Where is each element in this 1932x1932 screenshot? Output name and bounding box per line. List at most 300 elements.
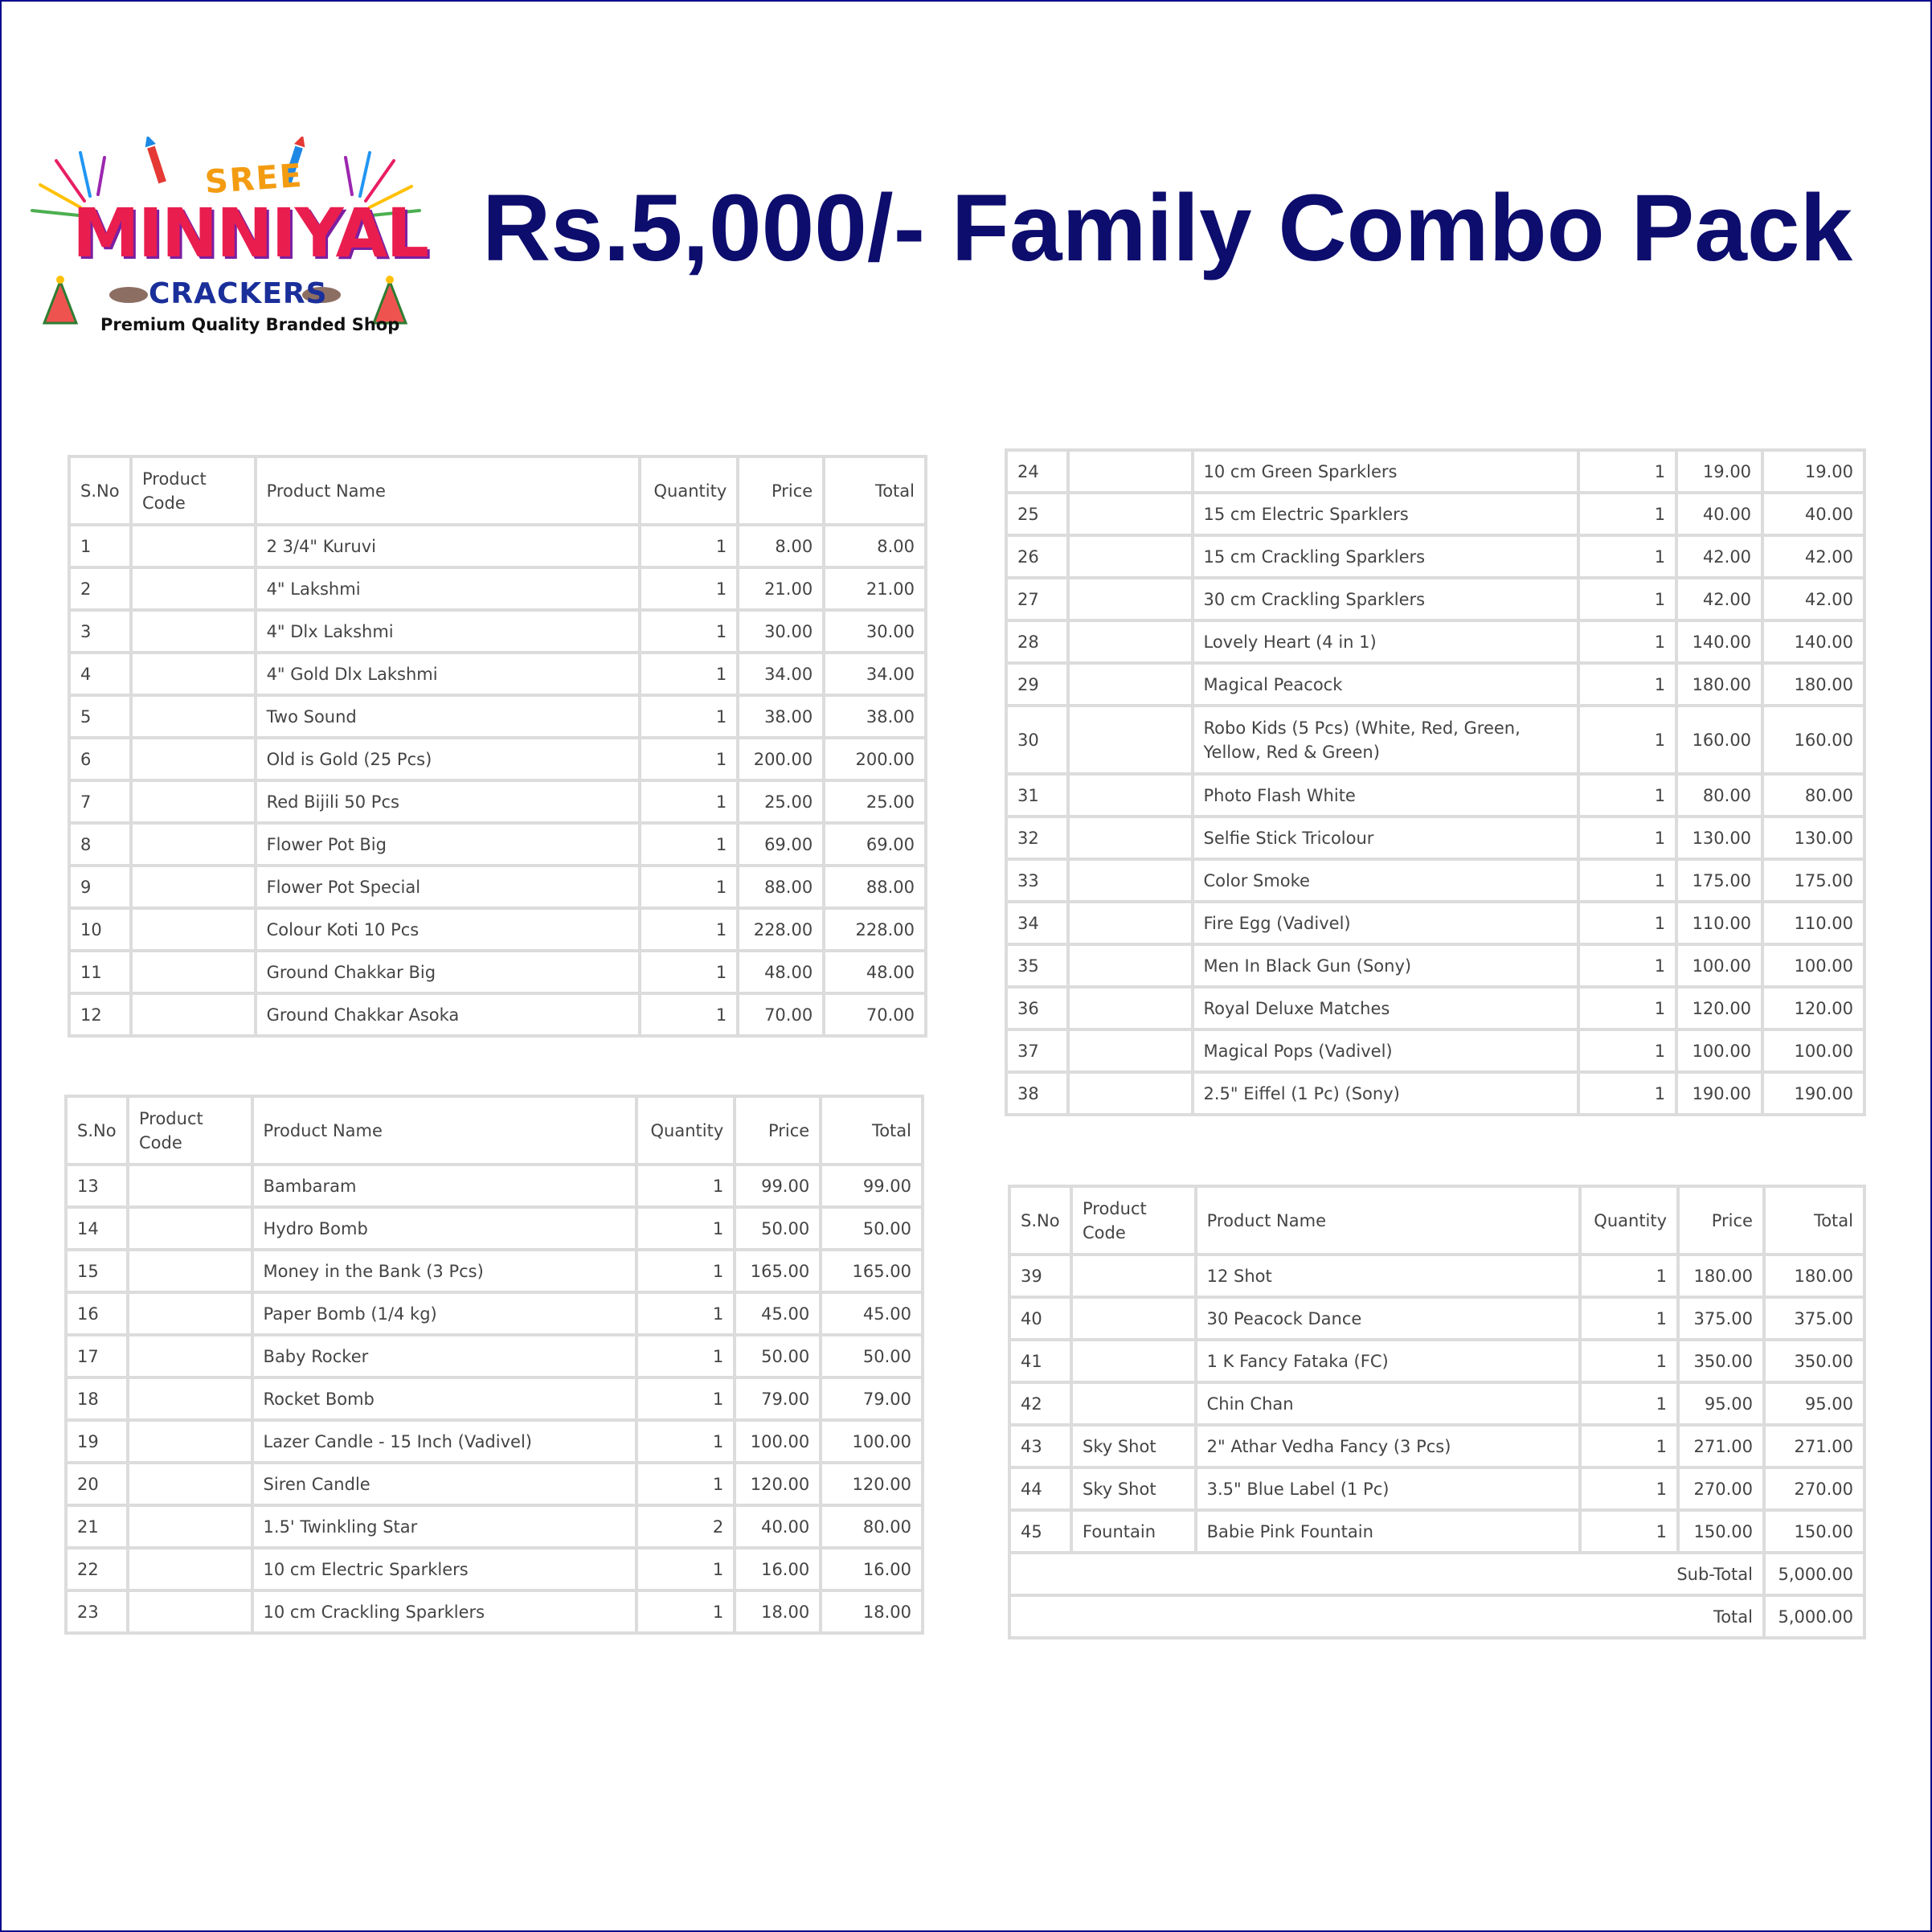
cell-sno: 27 xyxy=(1006,578,1068,620)
cell-product-code xyxy=(128,1463,252,1505)
logo-tagline: Premium Quality Branded Shop xyxy=(100,315,400,334)
cell-total: 99.00 xyxy=(821,1165,923,1207)
header-price: Price xyxy=(738,456,824,525)
cell-sno: 10 xyxy=(69,908,131,951)
table-row xyxy=(66,1377,923,1420)
cell-quantity: 1 xyxy=(1580,1382,1678,1425)
cell-price: 88.00 xyxy=(738,866,824,908)
cell-total: 38.00 xyxy=(824,695,926,738)
cell-product-name: Lovely Heart (4 in 1) xyxy=(1193,620,1579,663)
cell-price: 21.00 xyxy=(738,567,824,610)
cell-price: 34.00 xyxy=(738,653,824,695)
cell-quantity: 1 xyxy=(1578,706,1676,774)
table-row xyxy=(1009,1382,1864,1425)
table-row xyxy=(66,1463,923,1505)
cell-total: 100.00 xyxy=(1762,944,1864,987)
cell-sno: 9 xyxy=(69,866,131,908)
cell-price: 40.00 xyxy=(735,1505,821,1548)
cell-product-name: 4" Gold Dlx Lakshmi xyxy=(256,653,641,695)
cell-quantity: 1 xyxy=(1578,902,1676,944)
cell-product-name: Rocket Bomb xyxy=(252,1377,637,1420)
cell-price: 25.00 xyxy=(738,780,824,823)
table-row xyxy=(1006,620,1864,663)
table-row xyxy=(69,695,926,738)
cell-product-name: Hydro Bomb xyxy=(252,1207,637,1250)
cell-product-name: Paper Bomb (1/4 kg) xyxy=(252,1292,637,1335)
cell-quantity: 1 xyxy=(1580,1297,1678,1340)
cell-price: 16.00 xyxy=(735,1548,821,1590)
cell-sno: 15 xyxy=(66,1250,128,1292)
cell-total: 180.00 xyxy=(1762,663,1864,706)
cell-price: 19.00 xyxy=(1676,450,1762,493)
table-row xyxy=(66,1165,923,1207)
cell-quantity: 1 xyxy=(1578,493,1676,535)
cell-product-code xyxy=(1068,450,1193,493)
cell-quantity: 1 xyxy=(1578,620,1676,663)
cell-product-name: Two Sound xyxy=(256,695,641,738)
cell-product-name: Color Smoke xyxy=(1193,859,1579,902)
cell-product-name: Colour Koti 10 Pcs xyxy=(256,908,641,951)
cell-product-code xyxy=(1071,1255,1196,1297)
cell-product-code xyxy=(131,823,256,866)
table-row xyxy=(1009,1255,1864,1297)
header-total: Total xyxy=(1764,1186,1864,1255)
cell-price: 110.00 xyxy=(1676,902,1762,944)
cell-total: 18.00 xyxy=(821,1590,923,1633)
grand-total-value: 5,000.00 xyxy=(1764,1595,1864,1638)
cell-product-name: 2.5" Eiffel (1 Pc) (Sony) xyxy=(1193,1072,1579,1115)
cell-price: 30.00 xyxy=(738,610,824,653)
cell-total: 100.00 xyxy=(1762,1029,1864,1072)
cell-quantity: 1 xyxy=(1578,987,1676,1029)
cell-price: 79.00 xyxy=(735,1377,821,1420)
cell-sno: 43 xyxy=(1009,1425,1071,1467)
cell-quantity: 1 xyxy=(1578,450,1676,493)
table-row xyxy=(1006,706,1864,774)
cell-total: 190.00 xyxy=(1762,1072,1864,1115)
cell-sno: 25 xyxy=(1006,493,1068,535)
table-row xyxy=(69,866,926,908)
header-quantity: Quantity xyxy=(636,1096,735,1165)
cell-product-name: Royal Deluxe Matches xyxy=(1193,987,1579,1029)
cell-quantity: 1 xyxy=(1578,1072,1676,1115)
cell-sno: 29 xyxy=(1006,663,1068,706)
product-table-2 xyxy=(64,1095,924,1635)
subtotal-row xyxy=(1009,1553,1864,1595)
cell-quantity: 1 xyxy=(1578,859,1676,902)
cell-product-name: Lazer Candle - 15 Inch (Vadivel) xyxy=(252,1420,637,1463)
cell-product-code xyxy=(128,1335,252,1377)
grand-total-row xyxy=(1009,1595,1864,1638)
product-table-4 xyxy=(1008,1185,1866,1639)
cell-price: 140.00 xyxy=(1676,620,1762,663)
table-row xyxy=(69,738,926,780)
cell-total: 120.00 xyxy=(821,1463,923,1505)
cell-quantity: 1 xyxy=(1578,578,1676,620)
cell-price: 150.00 xyxy=(1678,1510,1764,1553)
cell-price: 18.00 xyxy=(735,1590,821,1633)
cell-sno: 4 xyxy=(69,653,131,695)
cell-price: 175.00 xyxy=(1676,859,1762,902)
cell-product-code xyxy=(1071,1297,1196,1340)
cell-total: 350.00 xyxy=(1764,1340,1864,1382)
header-sno: S.No xyxy=(66,1096,128,1165)
cell-product-name: Men In Black Gun (Sony) xyxy=(1193,944,1579,987)
cell-sno: 40 xyxy=(1009,1297,1071,1340)
cell-quantity: 1 xyxy=(640,610,738,653)
cell-quantity: 1 xyxy=(640,653,738,695)
cell-total: 130.00 xyxy=(1762,817,1864,859)
cell-price: 271.00 xyxy=(1678,1425,1764,1467)
cell-price: 160.00 xyxy=(1676,706,1762,774)
cell-sno: 8 xyxy=(69,823,131,866)
cell-product-name: Money in the Bank (3 Pcs) xyxy=(252,1250,637,1292)
cell-product-code xyxy=(1068,578,1193,620)
cell-sno: 24 xyxy=(1006,450,1068,493)
cell-sno: 31 xyxy=(1006,774,1068,817)
cell-sno: 1 xyxy=(69,525,131,567)
cell-total: 375.00 xyxy=(1764,1297,1864,1340)
cell-product-name: 2" Athar Vedha Fancy (3 Pcs) xyxy=(1196,1425,1580,1467)
cell-sno: 20 xyxy=(66,1463,128,1505)
cell-product-name: Baby Rocker xyxy=(252,1335,637,1377)
cell-product-code xyxy=(131,610,256,653)
cell-sno: 7 xyxy=(69,780,131,823)
cell-sno: 38 xyxy=(1006,1072,1068,1115)
logo-sree-text: SREE xyxy=(203,157,305,202)
logo-name-text: MINNIYAL xyxy=(72,194,428,272)
cell-quantity: 1 xyxy=(1578,944,1676,987)
cell-product-code xyxy=(131,993,256,1036)
cell-price: 100.00 xyxy=(1676,944,1762,987)
cell-product-code xyxy=(1068,944,1193,987)
cell-quantity: 1 xyxy=(1578,535,1676,578)
header-sno: S.No xyxy=(69,456,131,525)
cell-quantity: 1 xyxy=(636,1377,735,1420)
cell-total: 34.00 xyxy=(824,653,926,695)
cell-sno: 16 xyxy=(66,1292,128,1335)
table-row xyxy=(69,908,926,951)
cell-sno: 30 xyxy=(1006,706,1068,774)
table-header-row xyxy=(1009,1186,1864,1255)
cell-quantity: 1 xyxy=(640,525,738,567)
cell-price: 130.00 xyxy=(1676,817,1762,859)
cell-quantity: 1 xyxy=(1580,1467,1678,1510)
cell-price: 50.00 xyxy=(735,1335,821,1377)
cell-product-code xyxy=(1068,706,1193,774)
subtotal-value: 5,000.00 xyxy=(1764,1553,1864,1595)
table-row xyxy=(69,780,926,823)
table-row xyxy=(66,1207,923,1250)
cell-sno: 23 xyxy=(66,1590,128,1633)
cell-total: 100.00 xyxy=(821,1420,923,1463)
cell-quantity: 1 xyxy=(1578,774,1676,817)
cell-product-name: 4" Lakshmi xyxy=(256,567,641,610)
cell-product-name: Magical Peacock xyxy=(1193,663,1579,706)
header-total: Total xyxy=(824,456,926,525)
cell-sno: 42 xyxy=(1009,1382,1071,1425)
cell-product-code xyxy=(131,908,256,951)
cell-product-code xyxy=(1071,1340,1196,1382)
header-price: Price xyxy=(1678,1186,1764,1255)
cell-quantity: 1 xyxy=(636,1250,735,1292)
cell-product-name: 10 cm Crackling Sparklers xyxy=(252,1590,637,1633)
cell-product-name: 10 cm Electric Sparklers xyxy=(252,1548,637,1590)
cell-product-name: Flower Pot Big xyxy=(256,823,641,866)
cell-price: 42.00 xyxy=(1676,578,1762,620)
cell-price: 48.00 xyxy=(738,951,824,993)
cell-quantity: 1 xyxy=(640,951,738,993)
cell-product-name: 15 cm Electric Sparklers xyxy=(1193,493,1579,535)
cell-sno: 34 xyxy=(1006,902,1068,944)
header-product-code: Product Code xyxy=(1071,1186,1196,1255)
header-quantity: Quantity xyxy=(640,456,738,525)
table-row xyxy=(1006,859,1864,902)
cell-quantity: 1 xyxy=(640,695,738,738)
cell-product-name: 2 3/4" Kuruvi xyxy=(256,525,641,567)
cell-product-name: Flower Pot Special xyxy=(256,866,641,908)
table-row xyxy=(69,567,926,610)
header-sno: S.No xyxy=(1009,1186,1071,1255)
cell-total: 8.00 xyxy=(824,525,926,567)
cell-product-name: 3.5" Blue Label (1 Pc) xyxy=(1196,1467,1580,1510)
cell-product-code: Sky Shot xyxy=(1071,1425,1196,1467)
cell-product-code xyxy=(131,780,256,823)
cell-product-name: Ground Chakkar Big xyxy=(256,951,641,993)
cell-quantity: 1 xyxy=(640,993,738,1036)
cell-quantity: 1 xyxy=(640,908,738,951)
table-row xyxy=(1009,1425,1864,1467)
cell-price: 42.00 xyxy=(1676,535,1762,578)
cell-product-code xyxy=(128,1420,252,1463)
cell-product-code xyxy=(128,1292,252,1335)
table-row xyxy=(1006,944,1864,987)
header-product-name: Product Name xyxy=(256,456,641,525)
cell-total: 180.00 xyxy=(1764,1255,1864,1297)
cell-total: 48.00 xyxy=(824,951,926,993)
cell-product-name: Bambaram xyxy=(252,1165,637,1207)
table-row xyxy=(66,1335,923,1377)
cell-product-code xyxy=(1068,535,1193,578)
cell-price: 69.00 xyxy=(738,823,824,866)
cell-product-code xyxy=(1068,493,1193,535)
cell-sno: 37 xyxy=(1006,1029,1068,1072)
header-total: Total xyxy=(821,1096,923,1165)
table-row xyxy=(66,1505,923,1548)
cell-sno: 17 xyxy=(66,1335,128,1377)
subtotal-label: Sub-Total xyxy=(1009,1553,1764,1595)
cell-quantity: 1 xyxy=(636,1292,735,1335)
cell-price: 375.00 xyxy=(1678,1297,1764,1340)
cell-total: 88.00 xyxy=(824,866,926,908)
cell-product-name: 30 cm Crackling Sparklers xyxy=(1193,578,1579,620)
cell-sno: 14 xyxy=(66,1207,128,1250)
cell-quantity: 1 xyxy=(1580,1340,1678,1382)
cell-product-name: Chin Chan xyxy=(1196,1382,1580,1425)
cell-product-name: Ground Chakkar Asoka xyxy=(256,993,641,1036)
cell-sno: 19 xyxy=(66,1420,128,1463)
header-product-code: Product Code xyxy=(128,1096,252,1165)
cell-total: 120.00 xyxy=(1762,987,1864,1029)
cell-quantity: 1 xyxy=(640,738,738,780)
cell-product-code: Sky Shot xyxy=(1071,1467,1196,1510)
cell-product-code: Fountain xyxy=(1071,1510,1196,1553)
product-table-1 xyxy=(68,455,927,1038)
cell-product-name: Siren Candle xyxy=(252,1463,637,1505)
cell-sno: 45 xyxy=(1009,1510,1071,1553)
table-row xyxy=(66,1420,923,1463)
cell-product-name: 30 Peacock Dance xyxy=(1196,1297,1580,1340)
table-row xyxy=(1006,493,1864,535)
cell-total: 69.00 xyxy=(824,823,926,866)
table-row xyxy=(1006,987,1864,1029)
header-product-name: Product Name xyxy=(1196,1186,1580,1255)
cell-total: 95.00 xyxy=(1764,1382,1864,1425)
cell-total: 79.00 xyxy=(821,1377,923,1420)
header-product-code: Product Code xyxy=(131,456,256,525)
table-header-row xyxy=(69,456,926,525)
table-row xyxy=(69,653,926,695)
table-row xyxy=(1009,1340,1864,1382)
cell-total: 25.00 xyxy=(824,780,926,823)
cell-quantity: 1 xyxy=(1580,1425,1678,1467)
cell-total: 140.00 xyxy=(1762,620,1864,663)
cell-price: 350.00 xyxy=(1678,1340,1764,1382)
cell-quantity: 1 xyxy=(636,1207,735,1250)
cell-product-name: Robo Kids (5 Pcs) (White, Red, Green, Yellow, Red & Green) xyxy=(1193,706,1579,774)
header-quantity: Quantity xyxy=(1580,1186,1678,1255)
cell-total: 270.00 xyxy=(1764,1467,1864,1510)
table-row xyxy=(1006,774,1864,817)
cell-total: 42.00 xyxy=(1762,578,1864,620)
cell-total: 80.00 xyxy=(1762,774,1864,817)
grand-total-label: Total xyxy=(1009,1595,1764,1638)
cell-price: 120.00 xyxy=(1676,987,1762,1029)
cell-quantity: 2 xyxy=(636,1505,735,1548)
table-row xyxy=(66,1590,923,1633)
table-row xyxy=(1009,1510,1864,1553)
cell-sno: 28 xyxy=(1006,620,1068,663)
cell-product-code xyxy=(131,567,256,610)
cell-sno: 2 xyxy=(69,567,131,610)
logo-crackers-text: CRACKERS xyxy=(149,277,328,310)
cell-product-code xyxy=(1068,902,1193,944)
cell-price: 70.00 xyxy=(738,993,824,1036)
cell-price: 200.00 xyxy=(738,738,824,780)
cell-product-code xyxy=(1068,1072,1193,1115)
header-product-name: Product Name xyxy=(252,1096,637,1165)
table-row xyxy=(1006,1029,1864,1072)
cell-total: 45.00 xyxy=(821,1292,923,1335)
cell-total: 42.00 xyxy=(1762,535,1864,578)
table-row xyxy=(1006,817,1864,859)
cell-sno: 33 xyxy=(1006,859,1068,902)
cell-product-code xyxy=(128,1590,252,1633)
cell-quantity: 1 xyxy=(1578,663,1676,706)
cell-price: 8.00 xyxy=(738,525,824,567)
cell-product-code xyxy=(131,951,256,993)
cell-product-code xyxy=(128,1548,252,1590)
cell-product-code xyxy=(1068,987,1193,1029)
cell-quantity: 1 xyxy=(636,1420,735,1463)
cell-sno: 3 xyxy=(69,610,131,653)
cell-total: 165.00 xyxy=(821,1250,923,1292)
cell-sno: 13 xyxy=(66,1165,128,1207)
cell-total: 80.00 xyxy=(821,1505,923,1548)
table-row xyxy=(1009,1297,1864,1340)
cell-total: 200.00 xyxy=(824,738,926,780)
cell-total: 70.00 xyxy=(824,993,926,1036)
cell-sno: 35 xyxy=(1006,944,1068,987)
cell-total: 50.00 xyxy=(821,1207,923,1250)
cell-quantity: 1 xyxy=(636,1165,735,1207)
cell-quantity: 1 xyxy=(636,1463,735,1505)
shop-logo xyxy=(24,137,426,346)
cell-price: 228.00 xyxy=(738,908,824,951)
table-row xyxy=(1009,1467,1864,1510)
table-row xyxy=(66,1292,923,1335)
table-row xyxy=(69,525,926,567)
cell-sno: 18 xyxy=(66,1377,128,1420)
table-row xyxy=(69,951,926,993)
cell-sno: 5 xyxy=(69,695,131,738)
cell-product-name: Magical Pops (Vadivel) xyxy=(1193,1029,1579,1072)
header-price: Price xyxy=(735,1096,821,1165)
cell-price: 45.00 xyxy=(735,1292,821,1335)
cell-quantity: 1 xyxy=(636,1590,735,1633)
cell-price: 95.00 xyxy=(1678,1382,1764,1425)
cell-product-code xyxy=(1068,817,1193,859)
cell-sno: 39 xyxy=(1009,1255,1071,1297)
cell-product-code xyxy=(131,695,256,738)
cell-quantity: 1 xyxy=(640,823,738,866)
cell-quantity: 1 xyxy=(640,866,738,908)
cell-total: 19.00 xyxy=(1762,450,1864,493)
cell-product-code xyxy=(128,1207,252,1250)
cell-product-code xyxy=(128,1377,252,1420)
table-row xyxy=(69,823,926,866)
cell-price: 180.00 xyxy=(1678,1255,1764,1297)
cell-total: 228.00 xyxy=(824,908,926,951)
cell-product-name: 4" Dlx Lakshmi xyxy=(256,610,641,653)
cell-price: 100.00 xyxy=(735,1420,821,1463)
cell-sno: 22 xyxy=(66,1548,128,1590)
cell-product-code xyxy=(128,1505,252,1548)
cell-product-code xyxy=(1068,620,1193,663)
cell-product-name: Selfie Stick Tricolour xyxy=(1193,817,1579,859)
cell-quantity: 1 xyxy=(636,1335,735,1377)
cell-total: 30.00 xyxy=(824,610,926,653)
cell-price: 40.00 xyxy=(1676,493,1762,535)
cell-sno: 12 xyxy=(69,993,131,1036)
cell-price: 120.00 xyxy=(735,1463,821,1505)
cell-sno: 21 xyxy=(66,1505,128,1548)
cell-product-name: 1.5' Twinkling Star xyxy=(252,1505,637,1548)
cell-product-code xyxy=(131,866,256,908)
cell-product-name: Red Bijili 50 Pcs xyxy=(256,780,641,823)
cell-price: 80.00 xyxy=(1676,774,1762,817)
cell-total: 16.00 xyxy=(821,1548,923,1590)
cell-product-code xyxy=(1068,1029,1193,1072)
cell-product-name: Fire Egg (Vadivel) xyxy=(1193,902,1579,944)
cell-price: 50.00 xyxy=(735,1207,821,1250)
cell-quantity: 1 xyxy=(1578,1029,1676,1072)
cell-sno: 26 xyxy=(1006,535,1068,578)
cell-price: 99.00 xyxy=(735,1165,821,1207)
table-row xyxy=(1006,1072,1864,1115)
cell-product-code xyxy=(1068,663,1193,706)
cell-product-name: Photo Flash White xyxy=(1193,774,1579,817)
